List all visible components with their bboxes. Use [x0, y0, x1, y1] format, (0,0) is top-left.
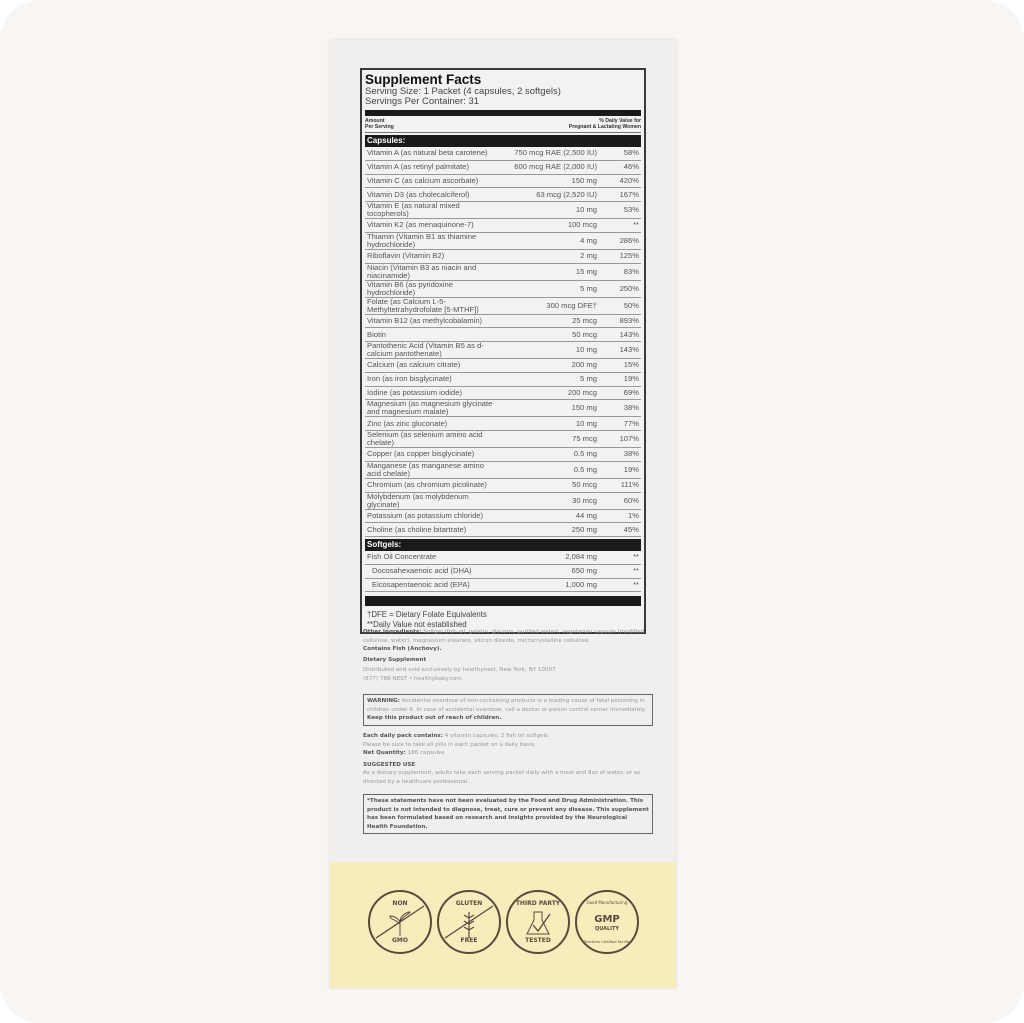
nutrient-amount: 250 mg: [571, 524, 597, 534]
product-panel: [330, 40, 676, 988]
badge-top-text: NON: [392, 900, 408, 907]
nutrient-amount: 200 mcg: [567, 387, 597, 397]
nutrient-daily-value: **: [633, 220, 639, 230]
quality-text: QUALITY: [594, 926, 620, 932]
badge-bottom-text: FREE: [460, 937, 478, 944]
nutrient-amount: 2,084 mg: [565, 552, 597, 562]
nutrient-row: [365, 373, 641, 387]
nutrient-daily-value: 125%: [619, 251, 639, 261]
nutrient-name: Eicosapentaenoic acid (EPA): [372, 579, 470, 589]
nutrient-amount: 4 mg: [580, 235, 597, 245]
serving-size: Serving Size: 1 Packet (4 capsules, 2 softgels): [365, 86, 561, 97]
facts-title: Supplement Facts: [365, 72, 482, 87]
nutrient-daily-value: 50%: [623, 300, 639, 310]
nutrient-amount: 75 mcg: [572, 434, 597, 443]
non-gmo-badge: [368, 890, 432, 954]
warning-bold: Keep this product out of reach of children.: [367, 715, 502, 722]
nutrient-name: Folate (as Calcium L-5- Methyltetrahydrofolate [5-MTHF]): [367, 296, 479, 314]
nutrient-row: [365, 479, 641, 493]
softgels-section-header: Softgels:: [365, 539, 641, 551]
nutrient-name: Choline (as choline bitartrate): [367, 524, 467, 534]
certification-band: [330, 862, 676, 988]
nutrient-name: Vitamin E (as natural mixed tocopherols): [367, 201, 460, 218]
nutrient-name: Zinc (as zinc gluconate): [367, 418, 448, 428]
nutrient-daily-value: 143%: [619, 329, 639, 339]
nutrient-daily-value: 38%: [623, 449, 639, 459]
gluten-free-badge: [437, 890, 501, 954]
nutrient-daily-value: 167%: [619, 189, 639, 199]
divider: [365, 110, 641, 116]
nutrient-amount: 50 mcg: [572, 329, 597, 339]
badge-bottom-text: GMO: [392, 937, 408, 944]
pack-note: Please be sure to take all pills in each packet on a daily basis.: [363, 741, 536, 748]
supplement-facts-label: [360, 68, 646, 634]
nutrient-name: Vitamin B6 (as pyridoxine hydrochloride): [367, 279, 453, 297]
nutrient-daily-value: 53%: [623, 205, 639, 214]
nutrient-name: Vitamin K2 (as menaquinone-7): [367, 220, 474, 230]
nutrient-daily-value: 83%: [623, 266, 639, 276]
warning-text: Accidental overdose of iron-containing products is a leading cause of fatal poisoning in children under 6. In case of accidental overdose, call a doctor or poison control center immediately.: [367, 698, 647, 713]
nutrient-amount: 0.5 mg: [573, 464, 597, 474]
nutrient-name: Magnesium (as magnesium glycinate and magnesium malate): [367, 399, 493, 417]
nutrient-name: Chromium (as chromium picolinate): [367, 480, 487, 490]
nutrient-daily-value: 893%: [619, 315, 639, 325]
nutrient-row: [365, 188, 641, 202]
nutrient-amount: 200 mg: [571, 360, 597, 370]
usage-section: [363, 732, 653, 787]
nutrient-name: Vitamin D3 (as cholecalciferol): [367, 189, 470, 199]
nutrient-row: [365, 400, 641, 417]
fda-disclaimer: *These statements have not been evaluated by the Food and Drug Administration. This product is not intended to diagnose, treat, cure or prevent any disease. This supplement has been formulated based on research and insights provided by the Neurological Health Foundation.: [367, 798, 649, 830]
nutrient-amount: 650 mg: [571, 566, 597, 576]
footnote-dv: **Daily Value not established: [367, 620, 467, 630]
net-quantity-label: Net Quantity:: [363, 750, 406, 757]
footnote-dfe: †DFE = Dietary Folate Equivalents: [367, 610, 487, 620]
nutrient-row: [365, 431, 641, 448]
nutrient-row: [365, 387, 641, 401]
nutrient-amount: 10 mg: [575, 205, 597, 214]
nutrient-name: Manganese (as manganese amino acid chelate): [367, 460, 484, 478]
nutrient-amount: 300 mcg DFE†: [546, 300, 597, 310]
nutrient-name: Vitamin A (as natural beta carotene): [367, 148, 488, 158]
nutrient-row: [365, 175, 641, 189]
nutrient-name: Thiamin (Vitamin B1 as thiamine hydrochloride): [367, 231, 477, 249]
nutrient-daily-value: **: [633, 579, 639, 589]
nutrient-name: Calcium (as calcium citrate): [367, 360, 461, 370]
nutrient-name: Pantothenic Acid (Vitamin B5 as d-calcium pantothenate): [367, 341, 484, 358]
nutrient-row: [365, 147, 641, 161]
warning-box: [363, 694, 653, 726]
other-ingredients-label: Other Ingredients:: [363, 629, 422, 635]
nutrient-daily-value: 77%: [623, 418, 639, 428]
nutrient-name: Vitamin B12 (as methylcobalamin): [367, 315, 483, 325]
nutrient-row: [365, 202, 641, 219]
nutrient-amount: 100 mcg: [567, 220, 597, 230]
nutrient-row: [365, 493, 641, 510]
third-party-tested-badge: [506, 890, 570, 954]
nutrient-row: [365, 448, 641, 462]
nutrient-row: [365, 281, 641, 298]
nutrient-amount: 63 mcg (2,520 IU): [536, 189, 597, 199]
distributor-text: Distributed and sold exclusively by healthynest, New York, NY 10007: [363, 667, 556, 674]
nutrient-row: [365, 298, 641, 315]
nutrient-name: Vitamin C (as calcium ascorbate): [367, 175, 479, 185]
nutrient-daily-value: 1%: [628, 510, 639, 520]
nutrient-daily-value: 111%: [620, 480, 639, 490]
nutrient-name: Copper (as copper bisglycinate): [367, 449, 475, 459]
nutrient-name: Biotin: [367, 329, 386, 339]
nutrient-amount: 0.5 mg: [573, 449, 597, 459]
nutrient-amount: 10 mg: [575, 345, 597, 354]
nutrient-amount: 50 mcg: [572, 480, 597, 490]
nutrient-name: Niacin (Vitamin B3 as niacin and niacinamide): [367, 262, 477, 280]
nutrient-amount: 5 mg: [580, 374, 597, 384]
nutrient-daily-value: **: [633, 566, 639, 576]
nutrient-amount: 44 mg: [575, 510, 597, 520]
nutrient-amount: 1,000 mg: [565, 579, 597, 589]
servings-per-container: Servings Per Container: 31: [365, 96, 480, 107]
fda-disclaimer-box: [363, 794, 653, 834]
nutrient-name: Docosahexaenoic acid (DHA): [372, 566, 472, 576]
amount-header: Amount: [365, 118, 385, 124]
nutrient-daily-value: 15%: [623, 360, 639, 370]
nutrient-amount: 600 mcg RAE (2,000 IU): [514, 162, 597, 172]
softgels-list: [365, 551, 641, 592]
nutrient-amount: 30 mcg: [572, 495, 597, 505]
nutrient-amount: 25 mcg: [572, 315, 597, 325]
badge-top-text: GLUTEN: [455, 900, 483, 907]
capsules-section-header: Capsules:: [365, 135, 641, 147]
nutrient-row: [365, 462, 641, 479]
nutrient-row: [365, 264, 641, 281]
capsules-list: [365, 147, 641, 537]
nutrient-row: [365, 565, 641, 579]
dv-header: % Daily Value for: [599, 118, 641, 124]
nutrient-row: [365, 219, 641, 233]
contact-text: (877) 788-NEST • healthybaby.com: [363, 675, 462, 682]
nutrient-daily-value: 60%: [623, 495, 639, 505]
nutrient-row: [365, 359, 641, 373]
nutrient-row: [365, 551, 641, 565]
nutrient-daily-value: 19%: [623, 374, 639, 384]
nutrient-daily-value: 58%: [623, 148, 639, 158]
nutrient-name: Potassium (as potassium chloride): [367, 510, 484, 520]
nutrient-daily-value: 19%: [623, 464, 639, 474]
nutrient-amount: 150 mg: [571, 403, 597, 413]
warning-label: WARNING:: [367, 698, 400, 704]
pack-text: 4 vitamin capsules, 2 fish oil softgels: [442, 733, 549, 739]
nutrient-amount: 5 mg: [580, 283, 597, 293]
badge-top-text: Good Manufacturing: [586, 900, 628, 905]
nutrient-row: [365, 161, 641, 175]
allergen-text: Contains Fish (Anchovy).: [363, 646, 442, 653]
nutrient-daily-value: 250%: [619, 283, 639, 293]
dietary-supplement-label: Dietary Supplement: [363, 656, 427, 663]
nutrient-name: Selenium (as selenium amino acid chelate): [367, 430, 483, 447]
amount-header-2: Per Serving: [365, 124, 394, 130]
nutrient-daily-value: 420%: [619, 175, 639, 185]
nutrient-daily-value: **: [633, 552, 639, 562]
suggested-use-title: SUGGESTED USE: [363, 761, 416, 768]
nutrient-row: [365, 328, 641, 342]
ingredients-section: [363, 628, 653, 684]
nutrient-daily-value: 45%: [623, 524, 639, 534]
nutrient-row: [365, 233, 641, 250]
nutrient-row: [365, 523, 641, 537]
nutrient-row: [365, 250, 641, 264]
nutrient-row: [365, 579, 641, 593]
column-header: [365, 118, 641, 133]
nutrient-amount: 2 mg: [580, 251, 597, 261]
suggested-use-text: As a dietary supplement, adults take each serving packet daily with a meal and 8oz of water, or as directed by a healthcare professional.: [363, 770, 641, 785]
nutrient-daily-value: 286%: [619, 235, 639, 245]
nutrient-daily-value: 69%: [623, 387, 639, 397]
nutrient-row: [365, 417, 641, 431]
nutrient-name: Iron (as iron bisglycinate): [367, 374, 452, 384]
nutrient-name: Molybdenum (as molybdenum glycinate): [367, 491, 469, 509]
nutrient-row: [365, 342, 641, 359]
nutrient-name: Iodine (as potassium iodide): [367, 387, 462, 397]
nutrient-daily-value: 143%: [619, 345, 639, 354]
divider: [365, 596, 641, 606]
nutrient-daily-value: 107%: [619, 434, 639, 443]
pack-label: Each daily pack contains:: [363, 733, 443, 739]
nutrient-daily-value: 46%: [623, 162, 639, 172]
nutrient-name: Riboflavin (Vitamin B2): [367, 251, 445, 261]
nutrient-amount: 15 mg: [575, 266, 597, 276]
nutrient-daily-value: 38%: [623, 403, 639, 413]
nutrient-row: [365, 510, 641, 524]
nutrient-name: Fish Oil Concentrate: [367, 552, 437, 562]
nutrient-amount: 750 mcg RAE (2,500 IU): [514, 148, 597, 158]
other-ingredients-text: Softgel (fish oil, gelatin, glycerin, purified water), vegetarian capsule (modified cellulose, water), magnesium stearate, silicon dioxide, microcrystalline cellulose.: [363, 629, 645, 644]
nutrient-name: Vitamin A (as retinyl palmitate): [367, 162, 469, 172]
net-quantity-text: 186 capsules: [405, 750, 445, 757]
nutrient-row: [365, 315, 641, 329]
nutrient-amount: 10 mg: [575, 418, 597, 428]
badge-bottom-text: TESTED: [525, 937, 551, 944]
badge-bottom-text: Practices Certified Facility: [583, 940, 631, 944]
gmp-text: GMP: [594, 914, 620, 925]
badge-top-text: THIRD PARTY: [515, 900, 561, 907]
dv-header-2: Pregnant & Lactating Women: [568, 124, 641, 130]
gmp-quality-badge: [575, 890, 639, 954]
nutrient-amount: 150 mg: [571, 175, 597, 185]
